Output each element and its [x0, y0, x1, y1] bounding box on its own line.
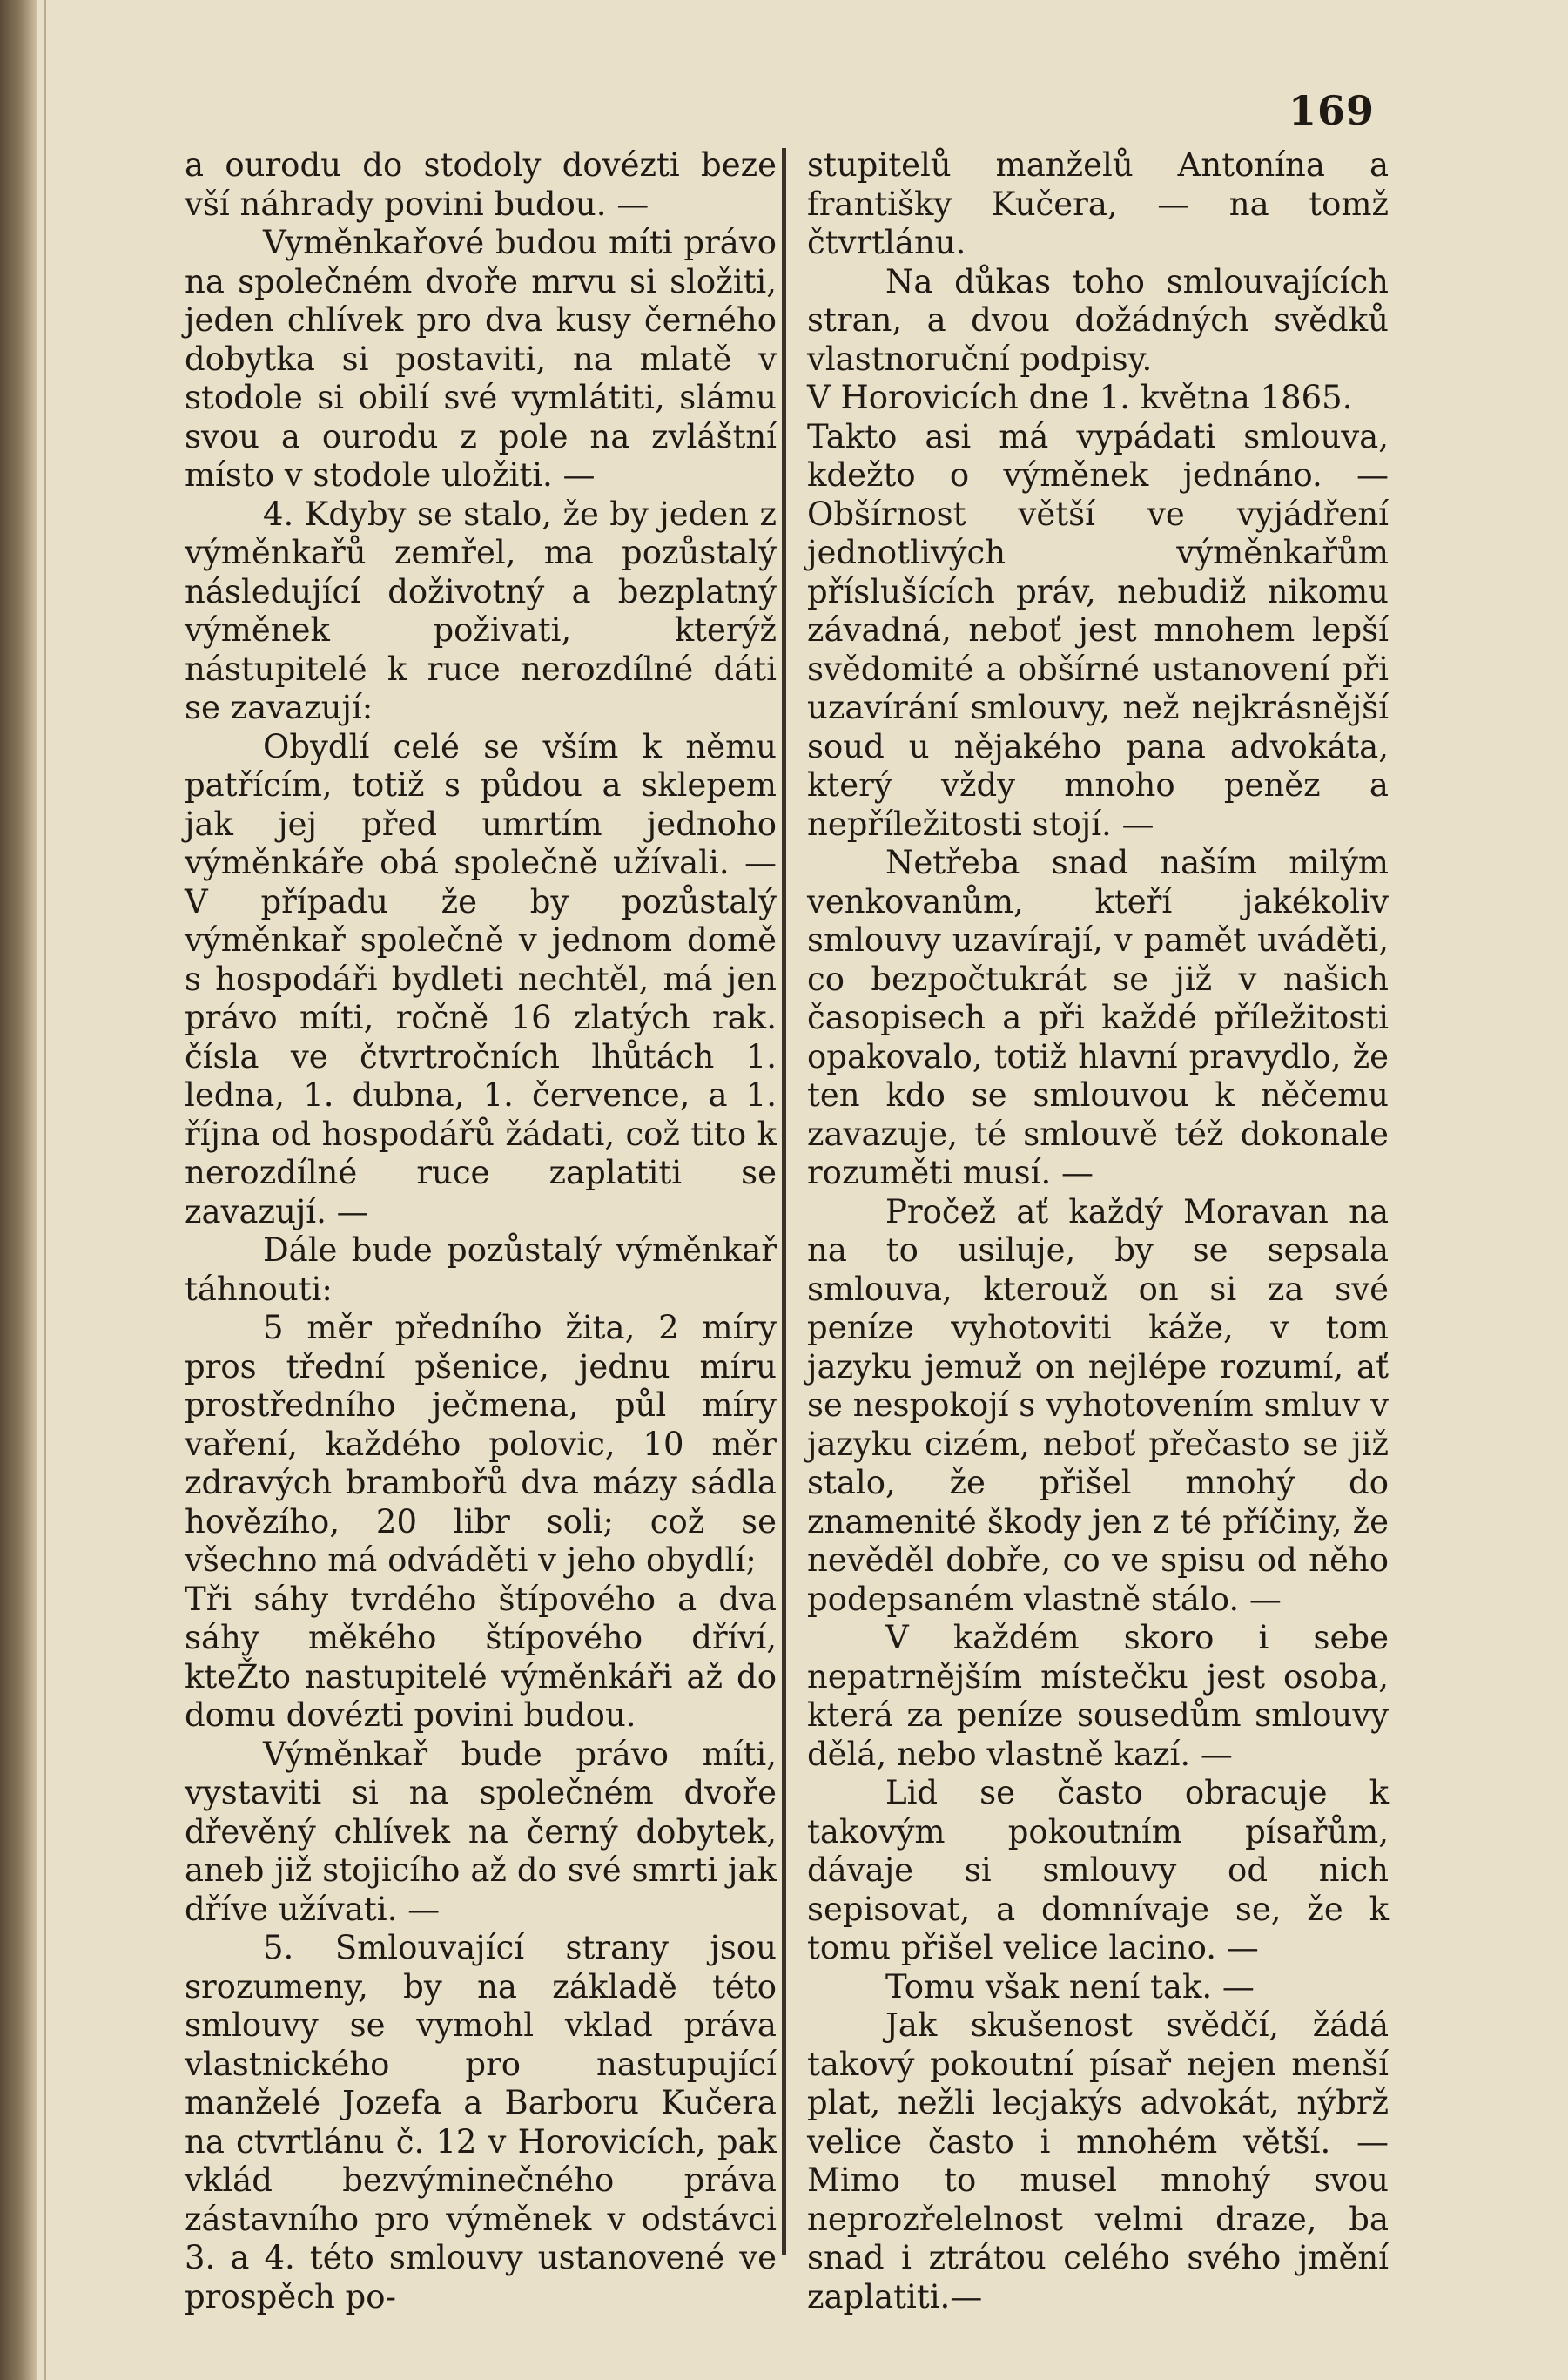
paragraph: V Horovicích dne 1. května 1865.: [807, 379, 1353, 416]
page-number: 169: [1289, 87, 1376, 134]
paragraph: V každém skoro i sebe nepatrnějším místečku jest osoba, která za peníze sousedům smlouvy dělá, nebo vlastně kazí. —: [807, 1619, 1389, 1773]
column-divider: [782, 148, 786, 2255]
right-column: [807, 146, 1389, 2316]
paragraph: Tři sáhy tvrdého štípového a dva sáhy měkého štípového dříví, kteŽto nastupitelé výměnkáři až do domu dovézti povini budou.: [185, 1580, 777, 1734]
paragraph: a ourodu do stodoly dovézti beze vší náhrady povini budou. —: [185, 146, 777, 223]
paragraph: Dále bude pozůstalý výměnkař táhnouti:: [185, 1231, 777, 1308]
paragraph: 4. Kdyby se stalo, že by jeden z výměnkařů zemřel, ma pozůstalý následující doživotný a bezplatný výměnek poživati, kterýž nástupitelé k ruce nerozdílné dáti se zavazují:: [185, 495, 777, 726]
paragraph: Obydlí celé se vším k němu patřícím, totiž s půdou a sklepem jak jej před umrtím jednoho výměnkáře obá společně užívali. — V případu že by pozůstalý výměnkař společně v jednom domě s hospodáři bydleti nechtěl, má jen právo míti, ročně 16 zlatých rak. čísla ve čtvrtročních lhůtách 1. ledna, 1. dubna, 1. července, a 1. října od hospodářů žádati, což tito k nerozdílné ruce zaplatiti se zavazují. —: [185, 727, 777, 1230]
paragraph: Vyměnkařové budou míti právo na společném dvoře mrvu si složiti, jeden chlívek pro dva kusy černého dobytka si postaviti, na mlatě v stodole si obilí své vymlátiti, slámu svou a ourodu z pole na zvláštní místo v stodole uložiti. —: [185, 224, 777, 494]
paragraph: Výměnkař bude právo míti, vystaviti si na společném dvoře dřevěný chlívek na černý dobytek, aneb již stojicího až do své smrti jak dříve užívati. —: [185, 1735, 777, 1928]
paragraph: 5. Smlouvající strany jsou srozumeny, by na základě této smlouvy se vymohl vklad práva vlastnického pro nastupující manželé Jozefa a Barboru Kučera na ctvrtlánu č. 12 v Horovicích, pak vklád bezvýminečného práva zástavního pro výměnek v odstávci 3. a 4. této smlouvy ustanovené ve prospěch po-: [185, 1929, 777, 2316]
paragraph: Takto asi má vypádati smlouva, kdežto o výměnek jednáno. — Obšírnost větší ve vyjádření jednotlivých výměnkařům příslušících práv, nebudiž nikomu závadná, neboť jest mnohem lepší svědomité a obšírné ustanovení při uzavírání smlouvy, než nejkrásnější soud u nějakého pana advokáta, který vždy mnoho peněz a nepříležitosti stojí. —: [807, 417, 1389, 843]
paragraph: Pročež ať každý Moravan na na to usiluje, by se sepsala smlouva, kterouž on si za své peníze vyhotoviti káže, v tom jazyku jemuž on nejlépe rozumí, ať se nespokojí s vyhotovením smluv v jazyku cizém, neboť přečasto se již stalo, že přišel mnohý do znamenité škody jen z té příčiny, že nevěděl dobře, co ve spisu od něho podepsaném vlastně stálo. —: [807, 1192, 1389, 1618]
paragraph: 5 měr předního žita, 2 míry pros třední pšenice, jednu míru prostředního ječmena, půl míry vaření, každého polovic, 10 měr zdravých brambořů dva mázy sádla hovězího, 20 libr soli; což se všechno má odváděti v jeho obydlí;: [185, 1309, 777, 1579]
paragraph: Lid se často obracuje k takovým pokoutním písařům, dávaje si smlouvy od nich sepisovat, a domnívaje se, že k tomu přišel velice lacino. —: [807, 1774, 1389, 1966]
paragraph: Netřeba snad naším milým venkovanům, kteří jakékoliv smlouvy uzavírají, v pamět uváděti, co bezpočtukrát se již v našich časopisech a při každé příležitosti opakovalo, totiž hlavní pravydlo, že ten kdo se smlouvou k něčemu zavazuje, té smlouvě též dokonale rozuměti musí. —: [807, 844, 1389, 1191]
book-binding-edge: [0, 0, 37, 2380]
paragraph: stupitelů manželů Antonína a františky Kučera, — na tomž čtvrtlánu.: [807, 146, 1389, 261]
binding-shadow-line: [44, 0, 46, 2380]
paragraph: Tomu však není tak. —: [885, 1967, 1255, 2006]
left-column: [185, 146, 777, 2316]
paragraph: Jak skušenost svědčí, žádá takový pokoutní písař nejen menší plat, nežli lecjakýs advokát, nýbrž velice často i mnohém větší. — Mimo to musel mnohý svou neprozřelelnost velmi draze, ba snad i ztrátou celého svého jmění zaplatiti.—: [807, 2006, 1389, 2316]
paragraph: Na důkas toho smlouvajících stran, a dvou dožádných svědků vlastnoruční podpisy.: [807, 262, 1389, 378]
